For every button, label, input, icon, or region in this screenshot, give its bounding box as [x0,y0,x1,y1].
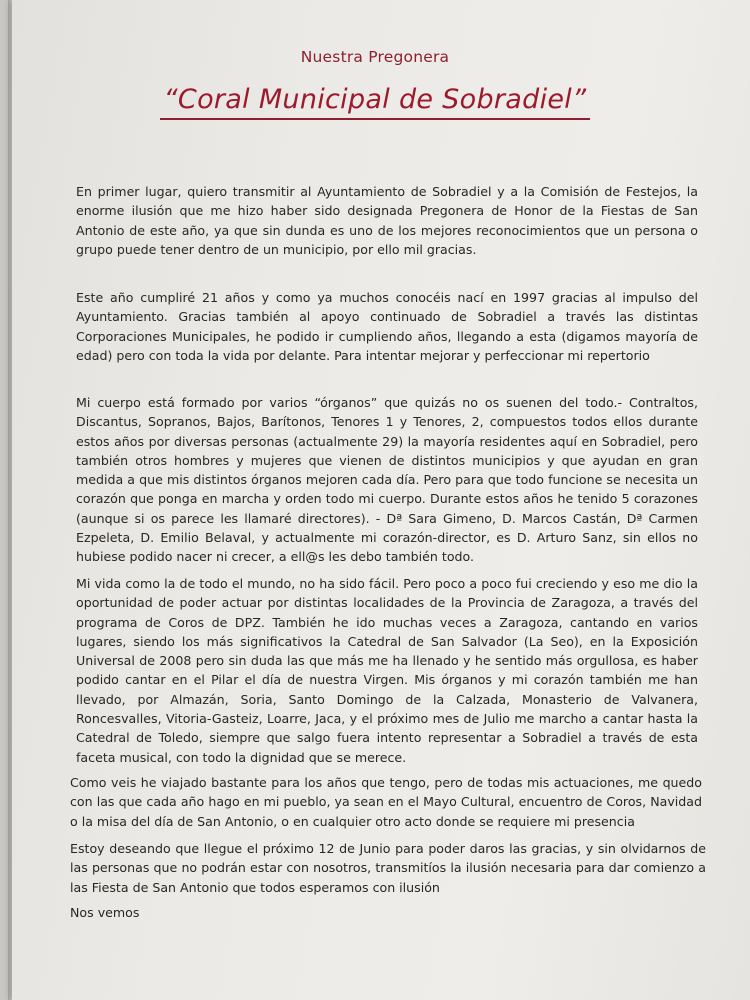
page-title [0,84,750,120]
heading-small: Nuestra Pregonera [300,48,450,66]
closing-line: Nos vemos [70,905,140,920]
paragraph-invitation: Estoy deseando que llegue el próximo 12 de Junio para poder daros las gracias, y sin olvidarnos de las personas que no podrán estar con nosotros, transmitíos la ilusión necesaria para dar comienzo a las Fiesta de San Antonio que todos esperamos con ilusión [70,841,706,895]
paragraph-intro: En primer lugar, quiero transmitir al Ayuntamiento de Sobradiel y a la Comisión de Festejos, la enorme ilusión que me hizo haber sido designada Pregonera de Honor de la Fiestas de San Antonio de este año, ya que sin dunda es uno de los mejores reconocimientos que un persona o grupo puede tener dentro de un municipio, por ello mil gracias. [76,184,698,257]
paragraph-performances: Mi vida como la de todo el mundo, no ha sido fácil. Pero poco a poco fui creciendo y eso me dio la oportunidad de poder actuar por distintas localidades de la Provincia de Zaragoza, a través del programa de Coros de DPZ. También he ido muchas veces a Zaragoza, cantando en varios lugares, siendo los más significativos la Catedral de San Salvador (La Seo), en la Exposición Universal de 2008 pero sin duda las que más me ha llenado y he sentido más orgullosa, es haber podido cantar en el Pilar el día de nuestra Virgen. Mis órganos y mi corazón también me han llevado, por Almazán, Soria, Santo Domingo de la Calzada, Monasterio de Valvanera, Roncesvalles, Vitoria-Gasteiz, Loarre, Jaca, y el próximo mes de Julio me marcho a cantar hasta la Catedral de Toledo, siempre que salgo fuera intento representar a Sobradiel a través de esta faceta musical, con todo la dignidad que se merece. [76,576,698,765]
paragraph-members: Mi cuerpo está formado por varios “órganos” que quizás no os suenen del todo.- Contraltos, Discantus, Sopranos, Bajos, Barítonos, Tenores 1 y Tenores, 2, compuestos todos ellos durante estos años por diversas personas (actualmente 29) la mayoría residentes aquí en Sobradiel, pero también otros hombres y mujeres que vienen de distintos municipios y que ayudan en gran medida a que mis distintos órganos mejoren cada día. Pero para que todo funcione se necesita un corazón que ponga en marcha y orden todo mi cuerpo. Durante estos años he tenido 5 corazones (aunque si os parece les llamaré directores). - Dª Sara Gimeno, D. Marcos Castán, Dª Carmen Ezpeleta, D. Emilio Belaval, y actualmente mi corazón-director, es D. Arturo Sanz, sin ellos no hubiese podido nacer ni crecer, a ell@s les debo también todo. [76,395,698,565]
paragraph-hometown: Como veis he viajado bastante para los años que tengo, pero de todas mis actuaciones, me quedo con las que cada año hago en mi pueblo, ya sean en el Mayo Cultural, encuentro de Coros, Navidad o la misa del día de San Antonio, o en cualquier otro acto donde se requiere mi presencia [70,775,702,829]
paragraph-history: Este año cumpliré 21 años y como ya muchos conocéis nací en 1997 gracias al impulso del Ayuntamiento. Gracias también al apoyo continuado de Sobradiel a través las distintas Corporaciones Municipales, he podido ir cumpliendo años, llegando a esta (digamos mayoría de edad) pero con toda la vida por delante. Para intentar mejorar y perfeccionar mi repertorio [76,290,698,363]
page-title-text: “Coral Municipal de Sobradiel” [160,84,591,120]
